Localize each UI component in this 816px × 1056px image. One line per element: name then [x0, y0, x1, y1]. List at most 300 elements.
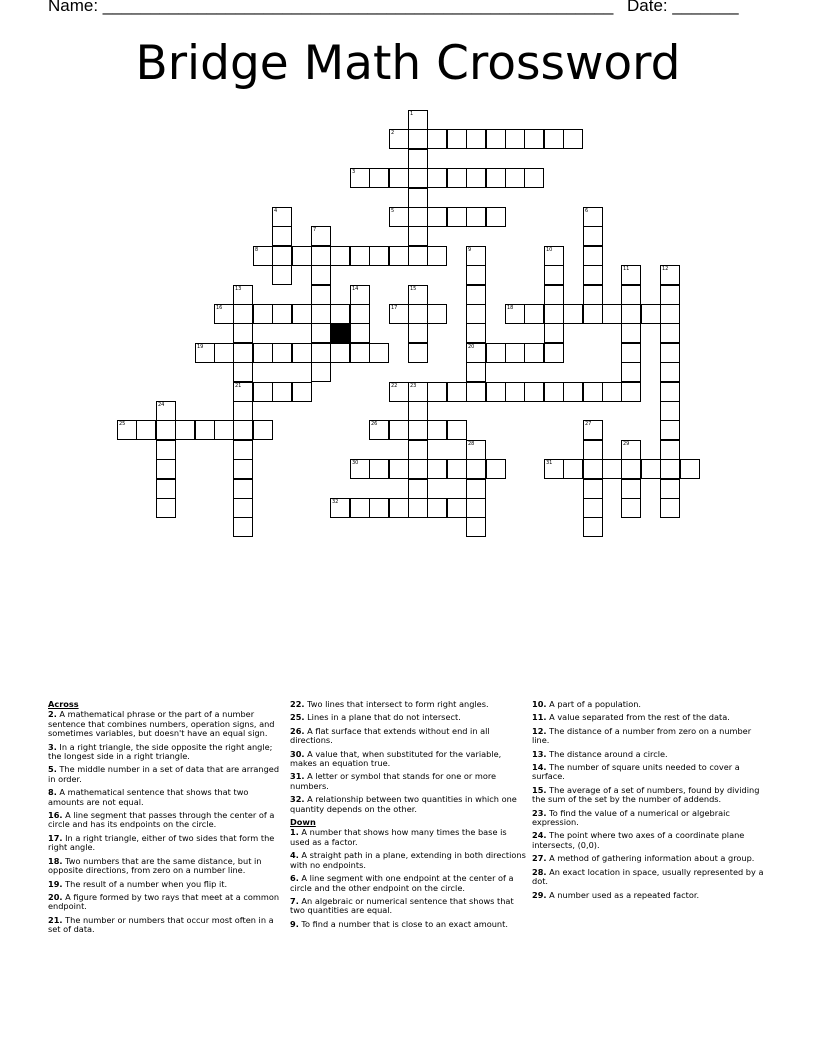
grid-cell[interactable] [233, 498, 253, 518]
name-field[interactable]: Name: ______________________________________________________ [48, 0, 614, 15]
grid-cell[interactable] [486, 382, 506, 402]
clue-number: 20 [468, 344, 475, 350]
grid-cell[interactable] [621, 285, 641, 305]
grid-cell[interactable] [272, 343, 292, 363]
grid-cell[interactable] [233, 401, 253, 421]
clue-item-text: Two lines that intersect to form right angles. [307, 699, 489, 709]
grid-cell[interactable] [466, 498, 486, 518]
grid-cell[interactable] [621, 362, 641, 382]
clue-item-number: 26. [290, 725, 305, 736]
grid-cell[interactable] [583, 246, 603, 266]
clue-item-text: A value that, when substituted for the variable, makes an equation true. [290, 748, 502, 769]
grid-cell[interactable] [583, 440, 603, 460]
clue-number: 22 [391, 383, 398, 389]
grid-cell[interactable] [350, 246, 370, 266]
clue-item-text: A mathematical phrase or the part of a number sentence that combines numbers, operation signs, and sometimes variables, but doesn't have an equal sign. [48, 709, 275, 739]
clue-item-text: A letter or symbol that stands for one or more numbers. [290, 771, 497, 791]
grid-cell[interactable] [486, 129, 506, 149]
grid-cell[interactable] [156, 479, 176, 499]
grid-cell[interactable] [389, 168, 409, 188]
grid-cell[interactable] [583, 265, 603, 285]
grid-cell[interactable] [505, 129, 525, 149]
clue-item [48, 834, 286, 853]
clue-item-number: 10. [532, 699, 547, 709]
grid-cell[interactable] [660, 420, 680, 440]
grid-cell[interactable] [195, 343, 215, 363]
grid-cell[interactable] [447, 420, 467, 440]
grid-cell[interactable] [369, 246, 389, 266]
grid-cell[interactable] [214, 304, 234, 324]
grid-cell[interactable] [544, 265, 564, 285]
clue-item [48, 811, 286, 830]
grid-cell[interactable] [408, 168, 428, 188]
clue-item [290, 700, 528, 709]
clue-item-text: A mathematical sentence that shows that two amounts are not equal. [48, 787, 249, 807]
grid-cell[interactable] [311, 323, 331, 343]
grid-cell[interactable] [660, 362, 680, 382]
grid-cell[interactable] [583, 207, 603, 227]
grid-cell[interactable] [427, 129, 447, 149]
grid-cell[interactable] [563, 304, 583, 324]
clue-number: 13 [235, 286, 242, 292]
grid-cell[interactable] [466, 362, 486, 382]
grid-cell[interactable] [156, 459, 176, 479]
clue-item-text: Two numbers that are the same distance, but in opposite directions, from zero on a number line. [48, 855, 262, 876]
clue-number: 3 [352, 169, 356, 175]
grid-cell[interactable] [272, 304, 292, 324]
grid-cell[interactable] [350, 168, 370, 188]
grid-cell[interactable] [408, 304, 428, 324]
grid-cell[interactable] [214, 420, 234, 440]
grid-cell[interactable] [272, 382, 292, 402]
grid-cell[interactable] [272, 265, 292, 285]
clue-number: 15 [410, 286, 417, 292]
grid-cell[interactable] [563, 129, 583, 149]
grid-cell[interactable] [408, 110, 428, 130]
grid-cell[interactable] [447, 129, 467, 149]
clue-item-number: 19. [48, 878, 63, 889]
grid-cell[interactable] [621, 304, 641, 324]
clue-number: 25 [119, 421, 126, 427]
grid-cell[interactable] [544, 459, 564, 479]
grid-cell[interactable] [621, 498, 641, 518]
clue-item-number: 13. [532, 748, 547, 759]
clue-item [532, 809, 770, 828]
grid-cell[interactable] [175, 420, 195, 440]
clue-item-text: The distance around a circle. [549, 748, 668, 759]
grid-cell[interactable] [486, 343, 506, 363]
grid-cell[interactable] [505, 168, 525, 188]
clue-item-number: 31. [290, 771, 305, 782]
grid-cell[interactable] [486, 207, 506, 227]
grid-cell[interactable] [563, 382, 583, 402]
clue-number: 8 [255, 247, 259, 253]
clue-item-text: The distance of a number from zero on a number line. [532, 725, 752, 746]
grid-cell[interactable] [486, 168, 506, 188]
grid-cell[interactable] [272, 207, 292, 227]
grid-cell[interactable] [117, 420, 137, 440]
grid-cell[interactable] [466, 440, 486, 460]
clue-item [532, 700, 770, 709]
grid-cell[interactable] [369, 420, 389, 440]
grid-cell[interactable] [233, 285, 253, 305]
clue-item-number: 15. [532, 784, 547, 795]
clue-item-number: 20. [48, 891, 63, 902]
grid-cell[interactable] [427, 207, 447, 227]
grid-cell[interactable] [466, 459, 486, 479]
grid-cell[interactable] [660, 498, 680, 518]
grid-cell[interactable] [505, 382, 525, 402]
grid-cell[interactable] [408, 129, 428, 149]
grid-cell[interactable] [389, 129, 409, 149]
clue-item-text: The point where two axes of a coordinate plane intersects, (0,0). [532, 830, 745, 850]
grid-cell[interactable] [233, 362, 253, 382]
grid-cell[interactable] [369, 459, 389, 479]
clue-item-text: A flat surface that extends without end in all directions. [290, 725, 490, 746]
grid-cell[interactable] [311, 265, 331, 285]
across-clue-list-continued [290, 700, 528, 814]
clue-item [290, 874, 528, 893]
grid-cell[interactable] [583, 498, 603, 518]
clue-item-text: A line segment with one endpoint at the center of a circle and the other endpoint on the circle. [290, 873, 514, 893]
clue-item-text: An algebraic or numerical sentence that shows that two quantities are equal. [290, 895, 514, 916]
grid-cell[interactable] [330, 498, 350, 518]
grid-cell[interactable] [583, 382, 603, 402]
grid-cell[interactable] [369, 343, 389, 363]
clue-number: 16 [216, 305, 223, 311]
grid-cell[interactable] [583, 517, 603, 537]
grid-cell[interactable] [466, 323, 486, 343]
grid-cell[interactable] [311, 304, 331, 324]
grid-cell[interactable] [311, 343, 331, 363]
grid-cell[interactable] [660, 265, 680, 285]
grid-cell[interactable] [311, 285, 331, 305]
clue-item-number: 32. [290, 794, 305, 805]
grid-cell[interactable] [214, 343, 234, 363]
grid-cell[interactable] [233, 304, 253, 324]
grid-cell[interactable] [524, 168, 544, 188]
clue-item-number: 4. [290, 850, 299, 861]
grid-cell[interactable] [272, 226, 292, 246]
grid-cell[interactable] [292, 246, 312, 266]
grid-cell[interactable] [602, 382, 622, 402]
clue-item-number: 18. [48, 855, 63, 866]
grid-cell[interactable] [466, 479, 486, 499]
grid-cell[interactable] [233, 323, 253, 343]
grid-cell[interactable] [466, 129, 486, 149]
grid-cell[interactable] [350, 304, 370, 324]
grid-cell[interactable] [583, 420, 603, 440]
grid-cell[interactable] [272, 246, 292, 266]
grid-cell[interactable] [350, 323, 370, 343]
grid-cell[interactable] [427, 246, 447, 266]
grid-cell[interactable] [389, 420, 409, 440]
down-clue-list-continued [532, 700, 770, 900]
grid-cell[interactable] [466, 304, 486, 324]
clue-number: 1 [410, 111, 414, 117]
clue-number: 27 [585, 421, 592, 427]
grid-cell[interactable] [660, 440, 680, 460]
grid-cell[interactable] [253, 382, 273, 402]
grid-cell[interactable] [660, 479, 680, 499]
grid-cell[interactable] [427, 382, 447, 402]
clue-number: 9 [468, 247, 472, 253]
grid-cell[interactable] [505, 304, 525, 324]
clues-section [48, 700, 768, 960]
clue-item-text: The middle number in a set of data that are arranged in order. [48, 764, 280, 784]
clue-item-number: 2. [48, 709, 57, 720]
clue-number: 23 [410, 383, 417, 389]
clue-item [290, 795, 528, 814]
clue-item-text: To find the value of a numerical or algebraic expression. [532, 807, 730, 828]
clue-item [290, 920, 528, 929]
clue-number: 21 [235, 383, 242, 389]
grid-cell[interactable] [389, 459, 409, 479]
grid-cell[interactable] [544, 285, 564, 305]
grid-cell[interactable] [253, 246, 273, 266]
grid-cell[interactable] [583, 285, 603, 305]
grid-cell[interactable] [369, 168, 389, 188]
clues-column-2 [290, 700, 528, 933]
grid-cell[interactable] [660, 343, 680, 363]
shaded-cell [330, 323, 350, 343]
grid-cell[interactable] [408, 382, 428, 402]
clue-item-text: A value separated from the rest of the data. [549, 712, 730, 723]
grid-cell[interactable] [292, 343, 312, 363]
grid-cell[interactable] [195, 420, 215, 440]
grid-cell[interactable] [427, 498, 447, 518]
clue-item [532, 786, 770, 805]
clue-item-number: 7. [290, 895, 299, 906]
clue-item-text: A straight path in a plane, extending in both directions with no endpoints. [290, 850, 526, 870]
grid-cell[interactable] [505, 343, 525, 363]
clue-number: 26 [371, 421, 378, 427]
grid-cell[interactable] [621, 440, 641, 460]
clue-item-number: 14. [532, 762, 547, 773]
grid-cell[interactable] [427, 459, 447, 479]
grid-cell[interactable] [253, 420, 273, 440]
grid-cell[interactable] [641, 304, 661, 324]
clue-number: 28 [468, 441, 475, 447]
clue-item [48, 765, 286, 784]
grid-cell[interactable] [447, 168, 467, 188]
clue-item-number: 27. [532, 853, 547, 864]
clue-item-number: 24. [532, 830, 547, 841]
grid-cell[interactable] [408, 207, 428, 227]
grid-cell[interactable] [427, 168, 447, 188]
clue-item [532, 763, 770, 782]
grid-cell[interactable] [583, 479, 603, 499]
grid-cell[interactable] [311, 226, 331, 246]
grid-cell[interactable] [447, 498, 467, 518]
grid-cell[interactable] [583, 304, 603, 324]
clue-item-number: 23. [532, 807, 547, 818]
clue-item-number: 17. [48, 832, 63, 843]
clue-item [48, 916, 286, 935]
clue-item [290, 772, 528, 791]
grid-cell[interactable] [408, 226, 428, 246]
clue-item [290, 828, 528, 847]
grid-cell[interactable] [408, 343, 428, 363]
grid-cell[interactable] [136, 420, 156, 440]
grid-cell[interactable] [408, 323, 428, 343]
grid-cell[interactable] [233, 440, 253, 460]
grid-cell[interactable] [466, 207, 486, 227]
grid-cell[interactable] [544, 382, 564, 402]
grid-cell[interactable] [408, 440, 428, 460]
grid-cell[interactable] [408, 149, 428, 169]
clue-number: 19 [197, 344, 204, 350]
clue-item-number: 21. [48, 914, 63, 925]
clue-item-number: 25. [290, 712, 305, 723]
clue-item [48, 710, 286, 738]
grid-cell[interactable] [156, 401, 176, 421]
date-field[interactable]: Date: _______ [627, 0, 739, 15]
grid-cell[interactable] [621, 459, 641, 479]
grid-cell[interactable] [447, 382, 467, 402]
grid-cell[interactable] [466, 168, 486, 188]
clue-item-text: The number of square units needed to cover a surface. [532, 762, 740, 782]
grid-cell[interactable] [621, 343, 641, 363]
grid-cell[interactable] [292, 382, 312, 402]
clue-number: 6 [585, 208, 589, 214]
grid-cell[interactable] [660, 459, 680, 479]
grid-cell[interactable] [524, 343, 544, 363]
grid-cell[interactable] [660, 323, 680, 343]
grid-cell[interactable] [680, 459, 700, 479]
grid-cell[interactable] [389, 304, 409, 324]
grid-cell[interactable] [544, 323, 564, 343]
grid-cell[interactable] [389, 246, 409, 266]
clue-item-text: Lines in a plane that do not intersect. [307, 712, 461, 723]
grid-cell[interactable] [544, 246, 564, 266]
clue-item-text: In a right triangle, the side opposite the right angle; the longest side in a right triangle. [48, 741, 273, 762]
grid-cell[interactable] [466, 265, 486, 285]
clue-item [48, 743, 286, 762]
grid-cell[interactable] [602, 459, 622, 479]
grid-cell[interactable] [311, 362, 331, 382]
grid-cell[interactable] [156, 498, 176, 518]
grid-cell[interactable] [408, 420, 428, 440]
clue-item-number: 30. [290, 748, 305, 759]
grid-cell[interactable] [544, 129, 564, 149]
grid-cell[interactable] [253, 343, 273, 363]
grid-cell[interactable] [408, 285, 428, 305]
grid-cell[interactable] [544, 343, 564, 363]
grid-cell[interactable] [330, 246, 350, 266]
grid-cell[interactable] [408, 246, 428, 266]
grid-cell[interactable] [563, 459, 583, 479]
grid-cell[interactable] [602, 304, 622, 324]
grid-cell[interactable] [389, 498, 409, 518]
grid-cell[interactable] [524, 382, 544, 402]
grid-cell[interactable] [447, 207, 467, 227]
clue-item [48, 788, 286, 807]
grid-cell[interactable] [621, 265, 641, 285]
grid-cell[interactable] [350, 343, 370, 363]
grid-cell[interactable] [292, 304, 312, 324]
grid-cell[interactable] [466, 517, 486, 537]
clue-item-number: 28. [532, 866, 547, 877]
grid-cell[interactable] [408, 188, 428, 208]
grid-cell[interactable] [233, 517, 253, 537]
grid-cell[interactable] [641, 459, 661, 479]
grid-cell[interactable] [233, 479, 253, 499]
down-clue-list [290, 828, 528, 929]
grid-cell[interactable] [408, 479, 428, 499]
grid-cell[interactable] [660, 285, 680, 305]
grid-cell[interactable] [311, 246, 331, 266]
grid-cell[interactable] [408, 401, 428, 421]
grid-cell[interactable] [389, 207, 409, 227]
grid-cell[interactable] [156, 420, 176, 440]
grid-cell[interactable] [350, 459, 370, 479]
grid-cell[interactable] [621, 382, 641, 402]
grid-cell[interactable] [233, 382, 253, 402]
clue-item-number: 3. [48, 741, 57, 752]
grid-cell[interactable] [408, 498, 428, 518]
grid-cell[interactable] [524, 304, 544, 324]
clue-number: 11 [623, 266, 630, 272]
grid-cell[interactable] [330, 343, 350, 363]
grid-cell[interactable] [524, 129, 544, 149]
clue-item-text: An exact location in space, usually represented by a dot. [532, 866, 764, 887]
grid-cell[interactable] [660, 304, 680, 324]
grid-cell[interactable] [466, 382, 486, 402]
clue-item-text: A part of a population. [549, 699, 642, 709]
grid-cell[interactable] [466, 246, 486, 266]
grid-cell[interactable] [544, 304, 564, 324]
grid-cell[interactable] [389, 382, 409, 402]
grid-cell[interactable] [233, 343, 253, 363]
grid-cell[interactable] [466, 285, 486, 305]
clue-number: 24 [158, 402, 165, 408]
clue-item-number: 29. [532, 889, 547, 900]
grid-cell[interactable] [621, 479, 641, 499]
grid-cell[interactable] [350, 285, 370, 305]
clues-column-1 [48, 700, 286, 939]
clue-number: 30 [352, 460, 359, 466]
grid-cell[interactable] [233, 459, 253, 479]
grid-cell[interactable] [660, 401, 680, 421]
grid-cell[interactable] [350, 498, 370, 518]
clue-number: 12 [662, 266, 669, 272]
grid-cell[interactable] [408, 459, 428, 479]
clue-number: 18 [507, 305, 514, 311]
clue-item [532, 727, 770, 746]
grid-cell[interactable] [621, 323, 641, 343]
grid-cell[interactable] [156, 440, 176, 460]
grid-cell[interactable] [330, 304, 350, 324]
grid-cell[interactable] [583, 226, 603, 246]
clue-item [532, 854, 770, 863]
grid-cell[interactable] [427, 304, 447, 324]
grid-cell[interactable] [466, 343, 486, 363]
grid-cell[interactable] [447, 459, 467, 479]
grid-cell[interactable] [233, 420, 253, 440]
clue-number: 14 [352, 286, 359, 292]
grid-cell[interactable] [253, 304, 273, 324]
clue-item-number: 22. [290, 699, 305, 709]
clue-number: 29 [623, 441, 630, 447]
grid-cell[interactable] [660, 382, 680, 402]
grid-cell[interactable] [369, 498, 389, 518]
grid-cell[interactable] [486, 459, 506, 479]
grid-cell[interactable] [583, 459, 603, 479]
clue-number: 5 [391, 208, 395, 214]
grid-cell[interactable] [427, 420, 447, 440]
clue-number: 17 [391, 305, 398, 311]
